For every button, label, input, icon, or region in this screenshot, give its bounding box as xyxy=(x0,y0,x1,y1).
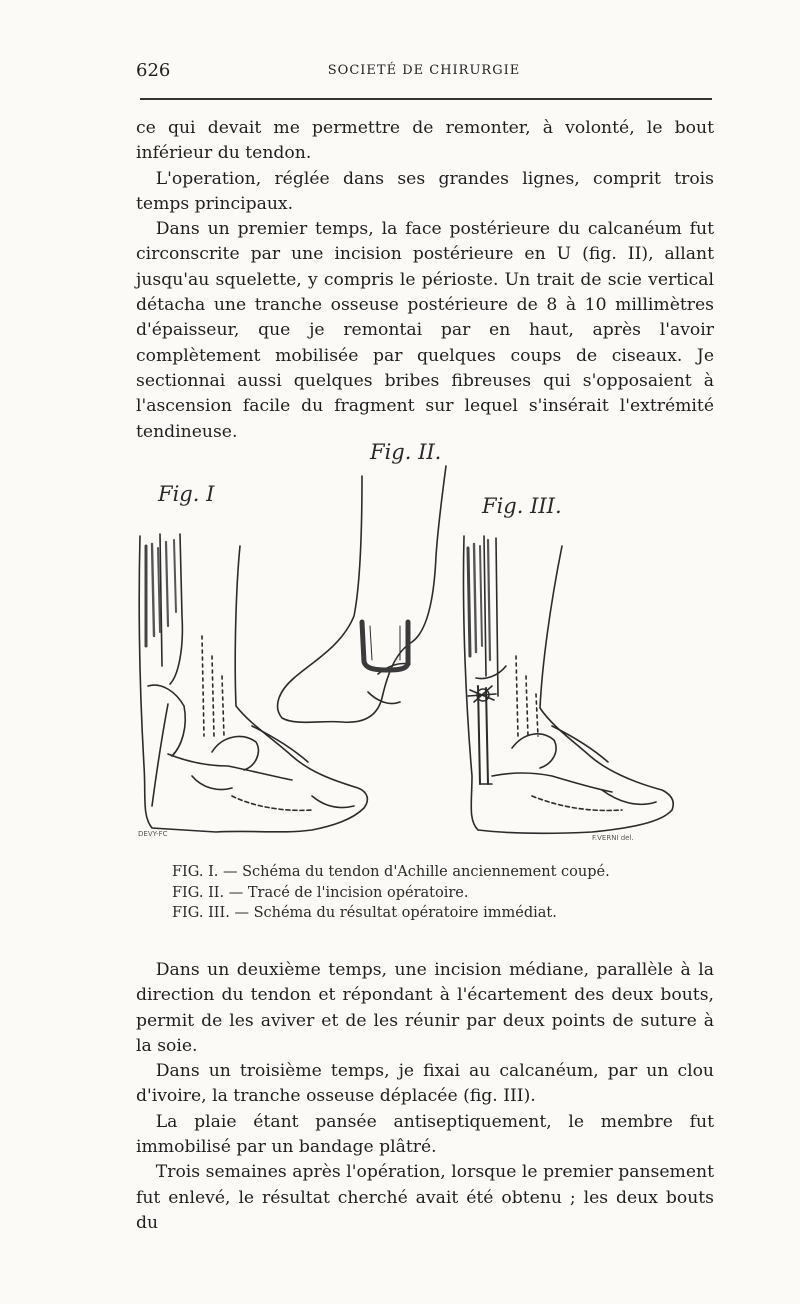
paragraph: Trois semaines après l'opération, lorsque le premier pansement fut enlevé, le résultat cherché avait été obtenu ; les deux bouts du xyxy=(136,1162,714,1233)
body-text-top xyxy=(136,116,714,445)
caption-fig1: FIG. I. — Schéma du tendon d'Achille anciennement coupé. xyxy=(172,864,610,880)
caption-fig3: FIG. III. — Schéma du résultat opératoire immédiat. xyxy=(172,905,557,921)
caption-fig2: FIG. II. — Tracé de l'incision opératoire. xyxy=(172,884,469,901)
fig2-foot-drawing xyxy=(278,466,446,722)
paragraph: Dans un deuxième temps, une incision médiane, parallèle à la direction du tendon et répondant à l'écartement des deux bouts, permit de les aviver et de les réunir par deux points de suture à la soie. xyxy=(136,960,714,1056)
paragraph: L'operation, réglée dans ses grandes lignes, comprit trois temps principaux. xyxy=(136,168,714,214)
paragraph: La plaie étant pansée antiseptiquement, le membre fut immobilisé par un bandage plâtré. xyxy=(136,1111,714,1158)
paragraph: ce qui devait me permettre de remonter, à volonté, le bout inférieur du tendon. xyxy=(136,118,714,164)
figure-captions xyxy=(172,862,672,924)
fig1-foot-drawing xyxy=(139,534,367,832)
header-rule xyxy=(140,98,712,100)
paragraph: Dans un troisième temps, je fixai au calcanéum, par un clou d'ivoire, la tranche osseuse déplacée (fig. III). xyxy=(136,1061,714,1107)
foot-illustrations xyxy=(132,436,724,846)
fig2-label: Fig. II. xyxy=(370,440,442,464)
page-header xyxy=(136,60,712,88)
artist-signature-left: DEVY-FC xyxy=(138,830,168,838)
paragraph: Dans un premier temps, la face postérieure du calcanéum fut circonscrite par une incision postérieure en U (fig. II), allant jusqu'au squelette, y compris le périoste. Un trait de scie vertical détacha une tranche osseuse postérieure de 8 à 10 millimètres d'épaisseur, que je remontai par en haut, après l'avoir complètement mobilisée par quelques coups de ciseaux. Je sectionnai aussi quelques bribes fibreuses qui s'opposaient à l'ascension facile du fragment sur lequel s'insérait l'extrémité tendineuse. xyxy=(136,219,714,442)
artist-signature-right: F.VERNI del. xyxy=(592,834,634,842)
fig3-foot-drawing xyxy=(463,536,673,833)
body-text-bottom xyxy=(136,958,714,1236)
anatomical-figure xyxy=(132,436,724,846)
fig1-label: Fig. I xyxy=(158,482,215,506)
fig3-label: Fig. III. xyxy=(482,494,562,518)
running-title: SOCIETÉ DE CHIRURGIE xyxy=(327,63,521,78)
page-number: 626 xyxy=(136,60,171,81)
